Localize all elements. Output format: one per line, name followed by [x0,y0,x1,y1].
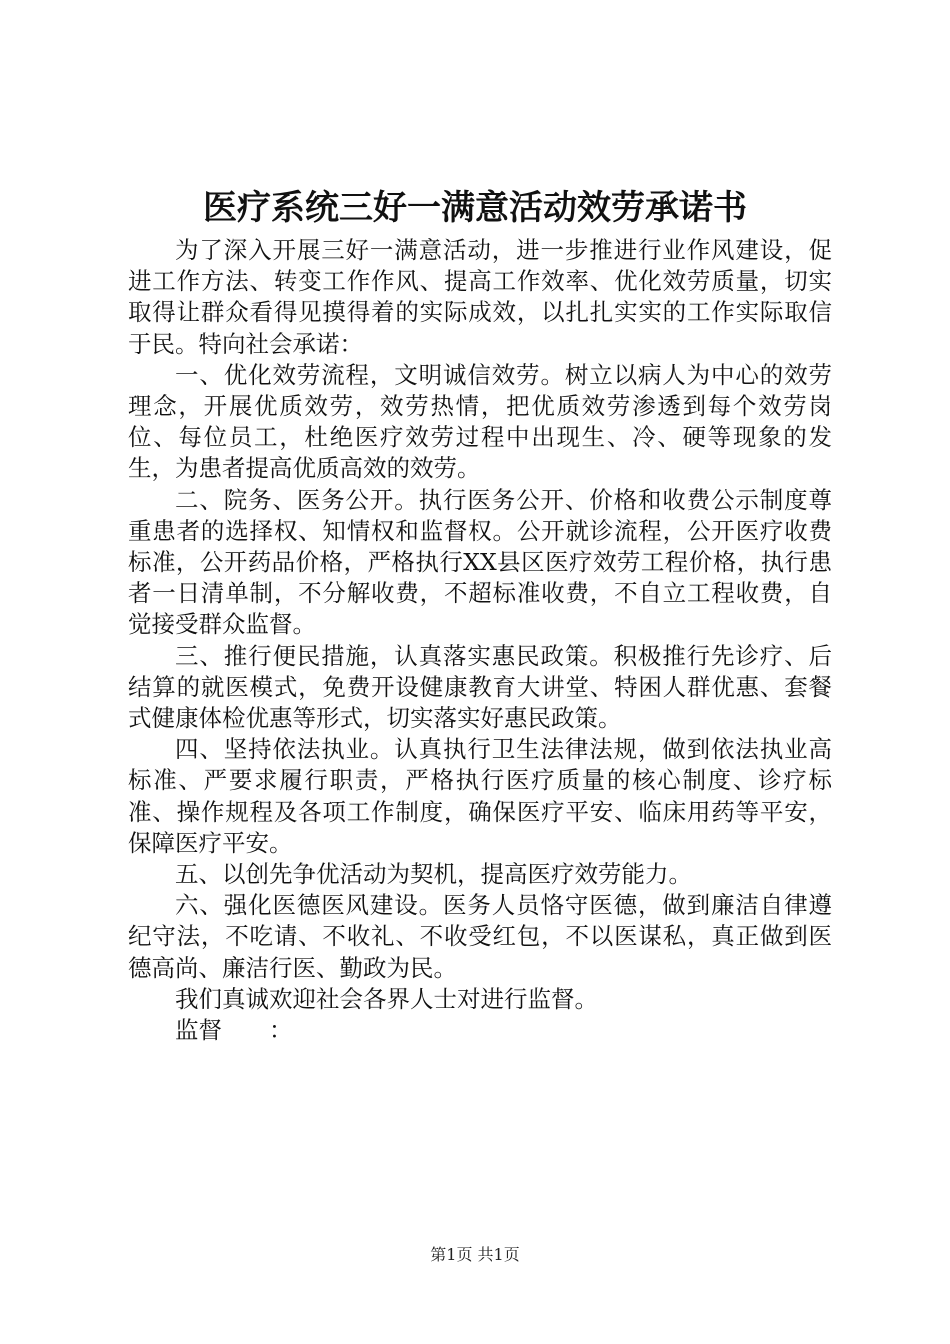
paragraph-commitment-1: 一、优化效劳流程，文明诚信效劳。树立以病人为中心的效劳理念，开展优质效劳，效劳热情，把优质效劳渗透到每个效劳岗位、每位员工，杜绝医疗效劳过程中出现生、冷、硬等现象的发生，为患者提高优质高效的效劳。 [128,360,832,483]
paragraph-intro: 为了深入开展三好一满意活动，进一步推进行业作风建设，促进工作方法、转变工作作风、提高工作效率、优化效劳质量，切实取得让群众看得见摸得着的实际成效，以扎扎实实的工作实际取信于民。特向社会承诺： [128,236,832,358]
page-footer: 第1页 共1页 [430,1245,520,1264]
paragraph-commitment-3: 三、推行便民措施，认真落实惠民政策。积极推行先诊疗、后结算的就医模式，免费开设健康教育大讲堂、特困人群优惠、套餐式健康体检优惠等形式，切实落实好惠民政策。 [128,641,832,733]
document-body [128,235,832,1046]
document-title: 医疗系统三好一满意活动效劳承诺书 [203,188,747,228]
paragraph-commitment-4: 四、坚持依法执业。认真执行卫生法律法规，做到依法执业高标准、严要求履行职责，严格执行医疗质量的核心制度、诊疗标准、操作规程及各项工作制度，确保医疗平安、临床用药等平安，保障医疗平安。 [128,735,832,857]
supervision-label: 监督 ： [175,1016,293,1045]
paragraph-commitment-2: 二、院务、医务公开。执行医务公开、价格和收费公示制度尊重患者的选择权、知情权和监督权。公开就诊流程，公开医疗收费标准，公开药品价格，严格执行XX县区医疗效劳工程价格，执行患者一日清单制，不分解收费，不超标准收费，不自立工程收费，自觉接受群众监督。 [128,485,832,639]
paragraph-commitment-6: 六、强化医德医风建设。医务人员恪守医德，做到廉洁自律遵纪守法，不吃请、不收礼、不收受红包，不以医谋私，真正做到医德高尚、廉洁行医、勤政为民。 [128,891,832,982]
paragraph-commitment-5: 五、以创先争优活动为契机，提高医疗效劳能力。 [175,860,692,889]
paragraph-closing: 我们真诚欢迎社会各界人士对进行监督。 [175,984,598,1013]
